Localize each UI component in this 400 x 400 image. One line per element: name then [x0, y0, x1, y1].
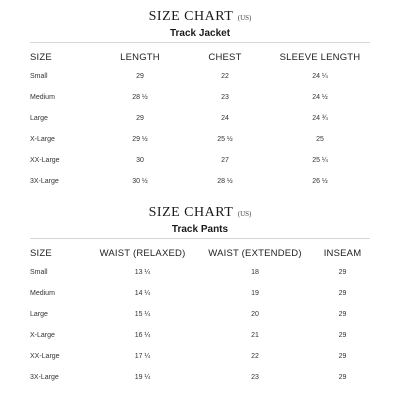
column-header-sleeve-length: SLEEVE LENGTH: [279, 51, 361, 63]
measurement-cell: 16 ¼: [134, 332, 151, 339]
measurement-cell: 24 ½: [312, 94, 328, 101]
jacket-chart-unit: (US): [237, 14, 252, 22]
pants-size-table: [30, 244, 370, 388]
size-label-cell: 3X-Large: [30, 178, 59, 185]
size-label-cell: X-Large: [30, 332, 55, 339]
table-row: [30, 262, 370, 283]
table-row: [30, 150, 370, 171]
measurement-cell: 17 ¼: [134, 353, 151, 360]
column-header-waist-extended: WAIST (EXTENDED): [208, 247, 302, 259]
table-header-row: [30, 244, 370, 262]
measurement-cell: 21: [251, 332, 259, 339]
table-row: [30, 171, 370, 192]
size-label-cell: X-Large: [30, 136, 55, 143]
column-header-chest: CHEST: [208, 51, 242, 63]
pants-size-chart: [0, 204, 400, 381]
size-label-cell: XX-Large: [30, 157, 60, 164]
measurement-cell: 24: [221, 115, 229, 122]
measurement-cell: 29: [338, 269, 347, 276]
jacket-size-table: [30, 48, 370, 192]
measurement-cell: 29: [338, 311, 347, 318]
pants-chart-subtitle: Track Pants: [171, 224, 229, 235]
jacket-divider: [30, 42, 370, 43]
measurement-cell: 13 ¼: [134, 269, 151, 276]
size-label-cell: Medium: [30, 94, 55, 101]
column-header-waist-relaxed: WAIST (RELAXED): [99, 247, 186, 259]
measurement-cell: 19 ¼: [134, 374, 151, 381]
measurement-cell: 29: [338, 374, 347, 381]
size-label-cell: Small: [30, 73, 48, 80]
measurement-cell: 25 ½: [217, 136, 233, 143]
table-row: [30, 108, 370, 129]
jacket-chart-heading: [0, 8, 400, 24]
measurement-cell: 29: [338, 353, 347, 360]
measurement-cell: 29: [136, 73, 144, 80]
table-row: [30, 367, 370, 388]
size-label-cell: XX-Large: [30, 353, 60, 360]
column-header-size: SIZE: [30, 247, 52, 259]
measurement-cell: 25: [316, 136, 324, 143]
measurement-cell: 18: [251, 269, 259, 276]
measurement-cell: 20: [251, 311, 259, 318]
measurement-cell: 26 ½: [312, 178, 328, 185]
jacket-chart-subtitle: Track Jacket: [169, 28, 231, 39]
measurement-cell: 28 ½: [217, 178, 233, 185]
jacket-chart-title: SIZE CHART: [148, 9, 234, 24]
jacket-size-chart: [0, 8, 400, 185]
measurement-cell: 25 ¼: [312, 157, 328, 164]
table-row: [30, 129, 370, 150]
measurement-cell: 22: [251, 353, 259, 360]
measurement-cell: 28 ½: [132, 94, 148, 101]
pants-chart-unit: (US): [237, 210, 252, 218]
size-label-cell: Small: [30, 269, 48, 276]
measurement-cell: 29: [338, 290, 347, 297]
size-label-cell: 3X-Large: [30, 374, 59, 381]
measurement-cell: 29: [338, 332, 347, 339]
measurement-cell: 30: [136, 157, 144, 164]
pants-divider: [30, 238, 370, 239]
measurement-cell: 30 ½: [132, 178, 148, 185]
measurement-cell: 14 ¼: [134, 290, 151, 297]
size-label-cell: Large: [30, 115, 48, 122]
measurement-cell: 24 ¼: [312, 73, 328, 80]
table-header-row: [30, 48, 370, 66]
column-header-inseam: INSEAM: [323, 247, 362, 259]
measurement-cell: 27: [221, 157, 229, 164]
pants-chart-heading: [0, 204, 400, 220]
measurement-cell: 29: [136, 115, 144, 122]
measurement-cell: 22: [221, 73, 229, 80]
size-label-cell: Medium: [30, 290, 55, 297]
measurement-cell: 23: [251, 374, 259, 381]
table-row: [30, 283, 370, 304]
table-row: [30, 87, 370, 108]
measurement-cell: 15 ¼: [134, 311, 151, 318]
measurement-cell: 29 ½: [132, 136, 148, 143]
measurement-cell: 23: [221, 94, 229, 101]
table-row: [30, 325, 370, 346]
column-header-size: SIZE: [30, 51, 52, 63]
measurement-cell: 24 ¾: [312, 115, 328, 122]
column-header-length: LENGTH: [120, 51, 160, 63]
size-label-cell: Large: [30, 311, 48, 318]
table-row: [30, 346, 370, 367]
pants-chart-title: SIZE CHART: [148, 205, 234, 220]
table-row: [30, 66, 370, 87]
table-row: [30, 304, 370, 325]
measurement-cell: 19: [251, 290, 259, 297]
